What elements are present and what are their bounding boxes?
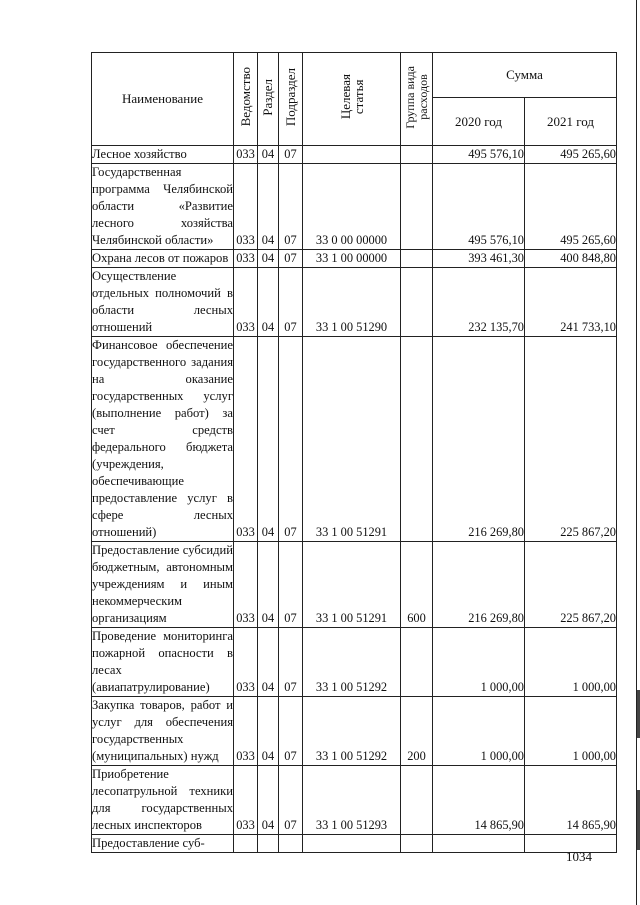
row-target: 33 1 00 51293 bbox=[303, 766, 401, 835]
row-podrazdel: 07 bbox=[279, 164, 303, 250]
row-vedomstvo: 033 bbox=[234, 164, 258, 250]
table-row bbox=[92, 250, 617, 268]
row-target: 33 1 00 51290 bbox=[303, 268, 401, 337]
row-name: Осуществление отдельных полномочий в области лесных отношений bbox=[92, 268, 234, 337]
row-vedomstvo: 033 bbox=[234, 146, 258, 164]
table-row bbox=[92, 766, 617, 835]
table-row bbox=[92, 268, 617, 337]
page-number: 1034 bbox=[566, 849, 592, 864]
table-body bbox=[92, 146, 617, 853]
header-target: Целевая статья bbox=[303, 53, 401, 146]
row-sum-2020: 216 269,80 bbox=[433, 542, 525, 628]
row-group bbox=[401, 835, 433, 853]
row-podrazdel: 07 bbox=[279, 337, 303, 542]
row-podrazdel: 07 bbox=[279, 766, 303, 835]
row-sum-2021: 1 000,00 bbox=[525, 697, 617, 766]
row-target: 33 1 00 51291 bbox=[303, 542, 401, 628]
table-row bbox=[92, 628, 617, 697]
row-razdel: 04 bbox=[258, 542, 279, 628]
row-sum-2021: 14 865,90 bbox=[525, 766, 617, 835]
row-sum-2021: 225 867,20 bbox=[525, 542, 617, 628]
row-vedomstvo: 033 bbox=[234, 337, 258, 542]
row-name: Охрана лесов от пожаров bbox=[92, 250, 234, 268]
row-podrazdel: 07 bbox=[279, 146, 303, 164]
row-sum-2021: 1 000,00 bbox=[525, 628, 617, 697]
row-podrazdel: 07 bbox=[279, 250, 303, 268]
row-sum-2021: 400 848,80 bbox=[525, 250, 617, 268]
row-vedomstvo bbox=[234, 835, 258, 853]
row-podrazdel bbox=[279, 835, 303, 853]
row-group bbox=[401, 146, 433, 164]
row-sum-2020: 1 000,00 bbox=[433, 628, 525, 697]
row-razdel: 04 bbox=[258, 146, 279, 164]
row-razdel: 04 bbox=[258, 766, 279, 835]
row-target: 33 1 00 51292 bbox=[303, 697, 401, 766]
row-target: 33 1 00 51291 bbox=[303, 337, 401, 542]
row-group bbox=[401, 766, 433, 835]
table-row bbox=[92, 164, 617, 250]
row-sum-2020: 14 865,90 bbox=[433, 766, 525, 835]
row-target: 33 1 00 00000 bbox=[303, 250, 401, 268]
table-row bbox=[92, 337, 617, 542]
row-target bbox=[303, 146, 401, 164]
row-sum-2020: 495 576,10 bbox=[433, 164, 525, 250]
row-sum-2021: 225 867,20 bbox=[525, 337, 617, 542]
row-name: Государственная программа Челябинской области «Развитие лесного хозяйства Челябинской области» bbox=[92, 164, 234, 250]
row-sum-2020: 1 000,00 bbox=[433, 697, 525, 766]
row-podrazdel: 07 bbox=[279, 268, 303, 337]
header-razdel: Раздел bbox=[258, 53, 279, 146]
row-target bbox=[303, 835, 401, 853]
row-group bbox=[401, 164, 433, 250]
row-razdel: 04 bbox=[258, 337, 279, 542]
row-group bbox=[401, 268, 433, 337]
row-podrazdel: 07 bbox=[279, 628, 303, 697]
row-razdel: 04 bbox=[258, 628, 279, 697]
header-sum: Сумма bbox=[433, 53, 617, 98]
row-sum-2020: 393 461,30 bbox=[433, 250, 525, 268]
row-name: Лесное хозяйство bbox=[92, 146, 234, 164]
page-edge-line bbox=[636, 0, 637, 905]
header-group: Группа вида расходов bbox=[401, 53, 433, 146]
row-sum-2020: 495 576,10 bbox=[433, 146, 525, 164]
row-razdel bbox=[258, 835, 279, 853]
table-row bbox=[92, 697, 617, 766]
row-vedomstvo: 033 bbox=[234, 697, 258, 766]
row-razdel: 04 bbox=[258, 697, 279, 766]
row-sum-2020: 232 135,70 bbox=[433, 268, 525, 337]
row-group bbox=[401, 337, 433, 542]
table-row bbox=[92, 835, 617, 853]
budget-table bbox=[91, 52, 617, 853]
table-row bbox=[92, 542, 617, 628]
row-sum-2020 bbox=[433, 835, 525, 853]
row-target: 33 1 00 51292 bbox=[303, 628, 401, 697]
row-target: 33 0 00 00000 bbox=[303, 164, 401, 250]
row-vedomstvo: 033 bbox=[234, 628, 258, 697]
row-group bbox=[401, 628, 433, 697]
row-podrazdel: 07 bbox=[279, 542, 303, 628]
row-group bbox=[401, 250, 433, 268]
row-group: 600 bbox=[401, 542, 433, 628]
row-sum-2020: 216 269,80 bbox=[433, 337, 525, 542]
row-name: Финансовое обеспечение государственного задания на оказание государственных услуг (выполнение работ) за счет средств федерального бюджета (учреждения, обеспечивающие предоставление услуг в сфере лесных отношений) bbox=[92, 337, 234, 542]
header-podrazdel: Подраздел bbox=[279, 53, 303, 146]
row-sum-2021: 241 733,10 bbox=[525, 268, 617, 337]
row-group: 200 bbox=[401, 697, 433, 766]
row-name: Предоставление суб- bbox=[92, 835, 234, 853]
row-name: Проведение мониторинга пожарной опасности в лесах (авиапатрулирование) bbox=[92, 628, 234, 697]
row-vedomstvo: 033 bbox=[234, 250, 258, 268]
row-name: Закупка товаров, работ и услуг для обеспечения государственных (муниципальных) нужд bbox=[92, 697, 234, 766]
header-year-2021: 2021 год bbox=[525, 98, 617, 146]
row-razdel: 04 bbox=[258, 268, 279, 337]
row-podrazdel: 07 bbox=[279, 697, 303, 766]
row-razdel: 04 bbox=[258, 250, 279, 268]
row-vedomstvo: 033 bbox=[234, 766, 258, 835]
table-row bbox=[92, 146, 617, 164]
header-vedomstvo: Ведомство bbox=[234, 53, 258, 146]
row-vedomstvo: 033 bbox=[234, 542, 258, 628]
header-year-2020: 2020 год bbox=[433, 98, 525, 146]
row-vedomstvo: 033 bbox=[234, 268, 258, 337]
row-razdel: 04 bbox=[258, 164, 279, 250]
row-sum-2021: 495 265,60 bbox=[525, 146, 617, 164]
header-name: Наименование bbox=[92, 53, 234, 146]
row-name: Предоставление субсидий бюджетным, автономным учреждениям и иным некоммерческим организациям bbox=[92, 542, 234, 628]
row-sum-2021: 495 265,60 bbox=[525, 164, 617, 250]
row-name: Приобретение лесопатрульной техники для государственных лесных инспекторов bbox=[92, 766, 234, 835]
